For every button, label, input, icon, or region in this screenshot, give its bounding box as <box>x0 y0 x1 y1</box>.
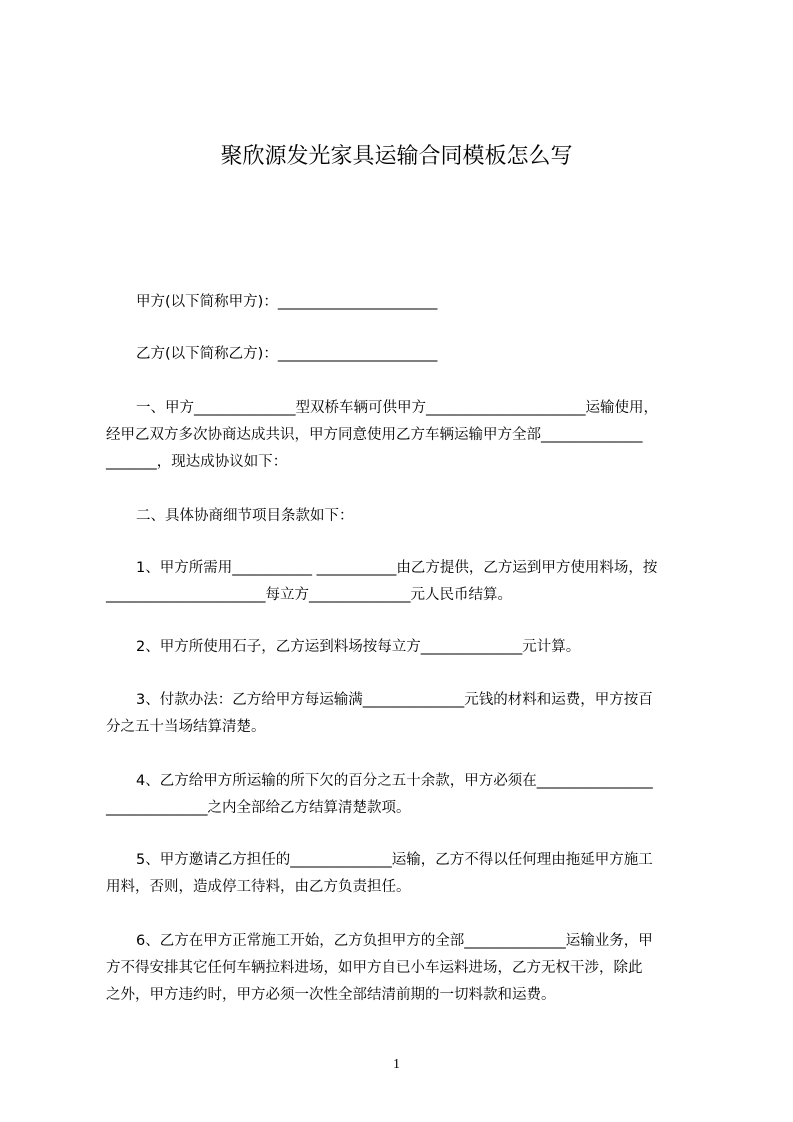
item-6-line-2: 方不得安排其它任何车辆拉料进场，如甲方自已小车运料进场，乙方无权干涉，除此 <box>106 960 643 976</box>
item-1-line-1: 1、甲方所需用___________ ___________由乙方提供，乙方运到甲方使用料场，按 <box>136 560 658 576</box>
item-6-line-1: 6、乙方在甲方正常施工开始，乙方负担甲方的全部______________运输业务，甲 <box>136 933 653 949</box>
clause-1-line-3: _______，现达成协议如下： <box>106 454 288 470</box>
item-4-line-2: ______________之内全部给乙方结算清楚款项。 <box>106 800 411 816</box>
page-number: 1 <box>393 1057 400 1072</box>
party-a-line: 甲方(以下简称甲方)：______________________ <box>136 294 438 310</box>
clause-2-heading: 二、具体协商细节项目条款如下： <box>136 508 354 524</box>
item-6-line-3: 之外，甲方违约时，甲方必须一次性全部结清前期的一切料款和运费。 <box>106 987 556 1003</box>
party-b-line: 乙方(以下简称乙方)：______________________ <box>136 346 438 362</box>
clause-1-line-1: 一、甲方______________型双桥车辆可供甲方______________________运输使用， <box>136 400 658 416</box>
item-2-line-1: 2、甲方所使用石子，乙方运到料场按每立方______________元计算。 <box>136 639 581 655</box>
item-5-line-2: 用料，否则，造成停工待料，由乙方负责担任。 <box>106 879 411 895</box>
item-5-line-1: 5、甲方邀请乙方担任的______________运输，乙方不得以任何理由拖延甲方施工 <box>136 852 653 868</box>
item-4-line-1: 4、乙方给甲方所运输的所下欠的百分之五十余款，甲方必须在________________ <box>136 773 653 789</box>
clause-1-line-2: 经甲乙双方多次协商达成共识，甲方同意使用乙方车辆运输甲方全部______________ <box>106 427 643 443</box>
item-3-line-1: 3、付款办法：乙方给甲方每运输满______________元钱的材料和运费，甲方按百 <box>136 692 653 708</box>
item-1-line-2: ______________________每立方______________元人民币结算。 <box>106 587 512 603</box>
document-title: 聚欣源发光家具运输合同模板怎么写 <box>220 144 573 169</box>
item-3-line-2: 分之五十当场结算清楚。 <box>106 719 266 735</box>
